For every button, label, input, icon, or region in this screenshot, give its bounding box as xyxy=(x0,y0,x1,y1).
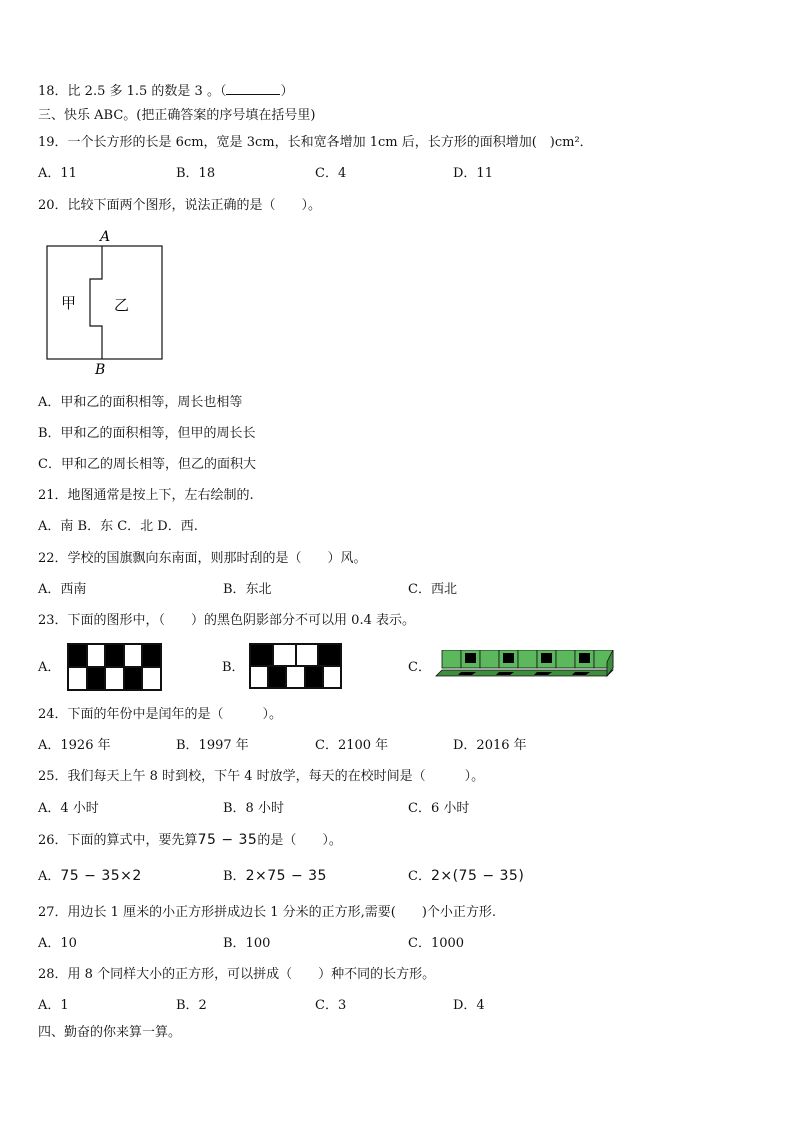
option-d[interactable]: D．11 xyxy=(453,166,493,181)
option-b[interactable]: B．100 xyxy=(223,936,271,951)
shaded-cell xyxy=(124,667,143,690)
option-b[interactable] xyxy=(223,867,327,886)
cube-shaded-face xyxy=(579,653,590,663)
question-18 xyxy=(38,82,293,101)
question-26 xyxy=(38,831,342,850)
question-number: 21． xyxy=(38,488,68,503)
option-c[interactable]: C．甲和乙的周长相等，但乙的面积大 xyxy=(38,457,256,472)
option-b[interactable]: B．18 xyxy=(176,166,216,181)
option-b[interactable]: B．甲和乙的面积相等，但甲的周长长 xyxy=(38,426,256,441)
options-line[interactable]: A．南 B．东 C．北 D．西. xyxy=(38,519,198,534)
question-number: 19． xyxy=(38,135,68,150)
blank-cell xyxy=(273,644,296,666)
option-a-label[interactable]: A． xyxy=(38,660,61,675)
label-a: A xyxy=(100,229,111,245)
option-label: A． xyxy=(38,869,61,884)
question-21 xyxy=(38,487,254,505)
question-text: 用 8 个同样大小的正方形，可以拼成（ ）种不同的长方形。 xyxy=(67,967,436,982)
question-text: 下面的图形中，（ ）的黑色阴影部分不可以用 0.4 表示。 xyxy=(67,613,415,628)
option-b[interactable]: B．8 小时 xyxy=(223,801,284,816)
option-b[interactable]: B．2 xyxy=(176,998,207,1013)
expression: 75 − 35 xyxy=(197,832,258,848)
grid-b xyxy=(249,643,342,689)
question-27 xyxy=(38,904,496,922)
option-c[interactable]: C．6 小时 xyxy=(408,801,470,816)
cube-shaded-face xyxy=(465,653,476,663)
question-number: 23． xyxy=(38,613,68,628)
shaded-cell xyxy=(268,666,286,688)
question-20 xyxy=(38,197,321,215)
grid-a xyxy=(67,643,162,691)
grid-b-top-row xyxy=(250,644,341,666)
label-yi: 乙 xyxy=(114,296,130,314)
section-3-title: 三、快乐 ABC。(把正确答案的序号填在括号里) xyxy=(38,108,316,123)
answer-blank[interactable] xyxy=(226,82,280,95)
blank-cell xyxy=(286,666,304,688)
option-a[interactable]: A．1 xyxy=(38,998,69,1013)
label-b: B xyxy=(95,362,106,378)
question-28 xyxy=(38,966,435,984)
question-25 xyxy=(38,768,484,786)
blank-cell xyxy=(323,666,341,688)
shaded-cell xyxy=(87,667,106,690)
shaded-cell xyxy=(105,644,124,667)
option-label: B． xyxy=(223,869,246,884)
dividing-line xyxy=(90,246,102,359)
blank-cell xyxy=(250,666,268,688)
option-b[interactable]: B．1997 年 xyxy=(176,738,249,753)
cube xyxy=(518,650,537,668)
question-number: 22． xyxy=(38,551,68,566)
option-expression: 2×(75 − 35) xyxy=(430,868,525,884)
option-a[interactable]: A．10 xyxy=(38,936,77,951)
question-23 xyxy=(38,612,415,630)
option-label: C． xyxy=(408,869,431,884)
cube xyxy=(556,650,575,668)
question-text: 一个长方形的长是 6cm，宽是 3cm，长和宽各增加 1cm 后，长方形的面积增加( )cm²． xyxy=(67,135,593,150)
question-text: 下面的年份中是闰年的是（ ）。 xyxy=(67,707,283,722)
cube-strip xyxy=(434,650,626,686)
option-expression: 2×75 − 35 xyxy=(245,868,327,884)
option-expression: 75 − 35×2 xyxy=(60,868,142,884)
blank-cell xyxy=(87,644,106,667)
question-number: 27． xyxy=(38,905,68,920)
blank-cell xyxy=(68,667,87,690)
blank-cell xyxy=(296,644,319,666)
option-c[interactable]: C．1000 xyxy=(408,936,465,951)
option-b[interactable]: B．东北 xyxy=(223,582,272,597)
question-text: 下面的算式中，要先算 xyxy=(67,833,198,848)
shaded-cell xyxy=(318,644,341,666)
section-4-title: 四、勤奋的你来算一算。 xyxy=(38,1025,182,1040)
blank-cell xyxy=(105,667,124,690)
option-a[interactable]: A．1926 年 xyxy=(38,738,111,753)
shaded-cell xyxy=(68,644,87,667)
cube-shaded-face xyxy=(541,653,552,663)
option-c-label[interactable]: C． xyxy=(408,660,431,675)
blank-cell xyxy=(124,644,143,667)
cube xyxy=(480,650,499,668)
question-text: 比 2.5 多 1.5 的数是 3 。（ xyxy=(67,84,227,99)
option-c[interactable]: C．4 xyxy=(315,166,347,181)
question-number: 26． xyxy=(38,833,68,848)
cube xyxy=(442,650,461,668)
shaded-cell xyxy=(305,666,323,688)
cube-shaded-face xyxy=(503,653,514,663)
question-22 xyxy=(38,550,367,568)
option-a[interactable]: A．西南 xyxy=(38,582,87,597)
question-number: 28． xyxy=(38,967,68,982)
grid-b-bottom-row xyxy=(250,666,341,688)
question-number: 18． xyxy=(38,84,68,99)
option-c[interactable] xyxy=(408,867,524,886)
option-a[interactable] xyxy=(38,867,142,886)
option-a[interactable]: A．甲和乙的面积相等，周长也相等 xyxy=(38,395,243,410)
option-d[interactable]: D．4 xyxy=(453,998,485,1013)
question-text: 地图通常是按上下，左右绘制的. xyxy=(67,488,254,503)
question-text: 比较下面两个图形，说法正确的是（ ）。 xyxy=(67,198,322,213)
option-c[interactable]: C．3 xyxy=(315,998,347,1013)
question-number: 25． xyxy=(38,769,68,784)
close-paren: ） xyxy=(280,84,294,99)
question-text: 我们每天上午 8 时到校，下午 4 时放学，每天的在校时间是（ ）。 xyxy=(67,769,485,784)
question-text: 用边长 1 厘米的小正方形拼成边长 1 分米的正方形,需要( )个小正方形. xyxy=(67,905,497,920)
option-a[interactable]: A．11 xyxy=(38,166,77,181)
question-19 xyxy=(38,134,593,152)
option-c[interactable]: C．西北 xyxy=(408,582,457,597)
option-a[interactable]: A．4 小时 xyxy=(38,801,99,816)
shaded-cell xyxy=(250,644,273,666)
option-c[interactable]: C．2100 年 xyxy=(315,738,389,753)
question-number: 20． xyxy=(38,198,68,213)
option-d[interactable]: D．2016 年 xyxy=(453,738,527,753)
label-jia: 甲 xyxy=(61,294,77,312)
question-24 xyxy=(38,706,282,724)
shaded-cell xyxy=(142,644,161,667)
question-tail: 的是（ ）。 xyxy=(257,833,342,848)
option-b-label[interactable]: B． xyxy=(222,660,245,675)
blank-cell xyxy=(142,667,161,690)
question-number: 24． xyxy=(38,707,68,722)
shape-figure xyxy=(40,226,170,378)
question-text: 学校的国旗飘向东南面，则那时刮的是（ ）风。 xyxy=(67,551,367,566)
